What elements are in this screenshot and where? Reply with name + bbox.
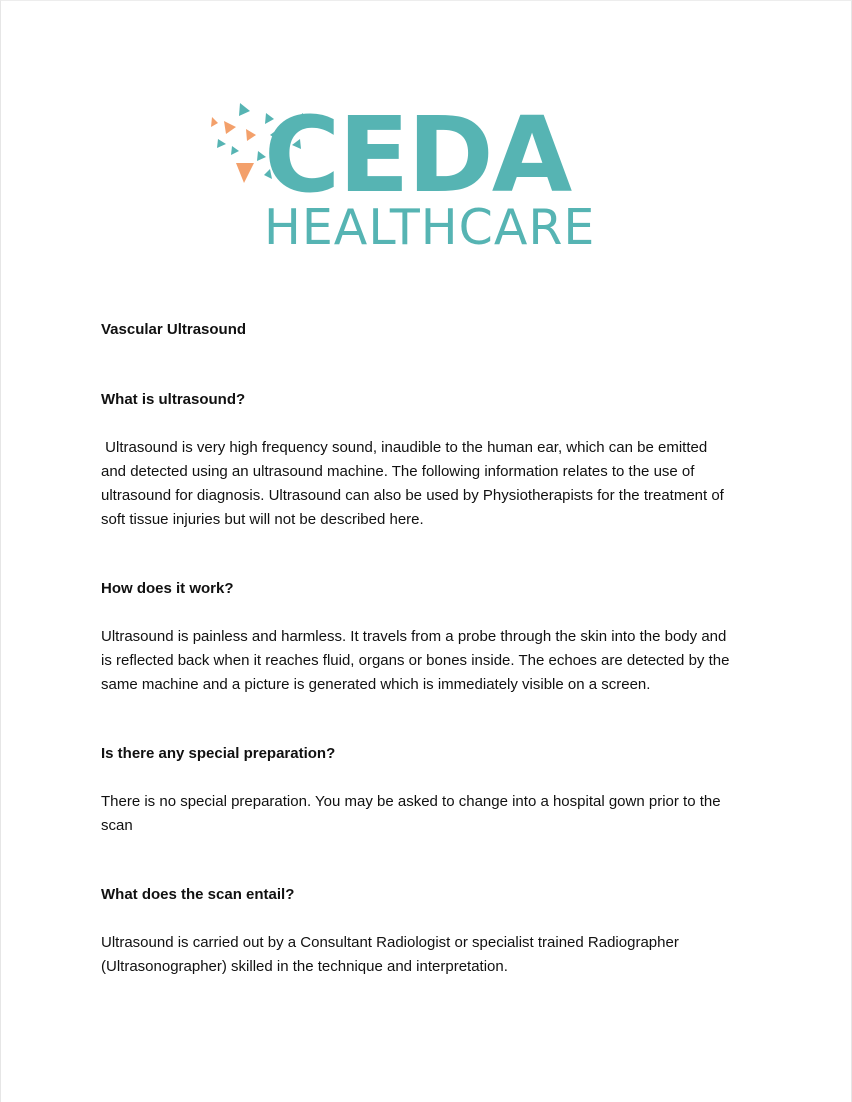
section-heading-special-preparation: Is there any special preparation? <box>101 745 336 762</box>
ceda-healthcare-logo <box>206 91 616 251</box>
section-body-what-is-ultrasound: Ultrasound is very high frequency sound, inaudible to the human ear, which can be emitted and detected using an ultrasound machine. The following information relates to the use of ultrasound for diagnosis. Ultrasound can also be used by Physiotherapists for the treatment of soft tissue injuries but will not be described here. <box>101 439 724 528</box>
document-body <box>101 319 751 979</box>
logo-graphic <box>206 91 616 251</box>
section-body-special-preparation: There is no special preparation. You may be asked to change into a hospital gown prior to the scan <box>101 793 721 834</box>
document-title: Vascular Ultrasound <box>101 321 247 338</box>
section-body-how-does-it-work: Ultrasound is painless and harmless. It travels from a probe through the skin into the body and is reflected back when it reaches fluid, organs or bones inside. The echoes are detected by the same machine and a picture is generated which is immediately visible on a screen. <box>101 628 730 693</box>
section-heading-scan-entail: What does the scan entail? <box>101 886 295 903</box>
logo-subtitle: HEALTHCARE <box>264 199 596 251</box>
logo-wordmark: CEDA <box>264 94 571 216</box>
section-body-scan-entail: Ultrasound is carried out by a Consultant Radiologist or specialist trained Radiographer (Ultrasonographer) skilled in the technique and interpretation. <box>101 934 679 975</box>
section-heading-how-does-it-work: How does it work? <box>101 580 234 597</box>
section-heading-what-is-ultrasound: What is ultrasound? <box>101 391 246 408</box>
